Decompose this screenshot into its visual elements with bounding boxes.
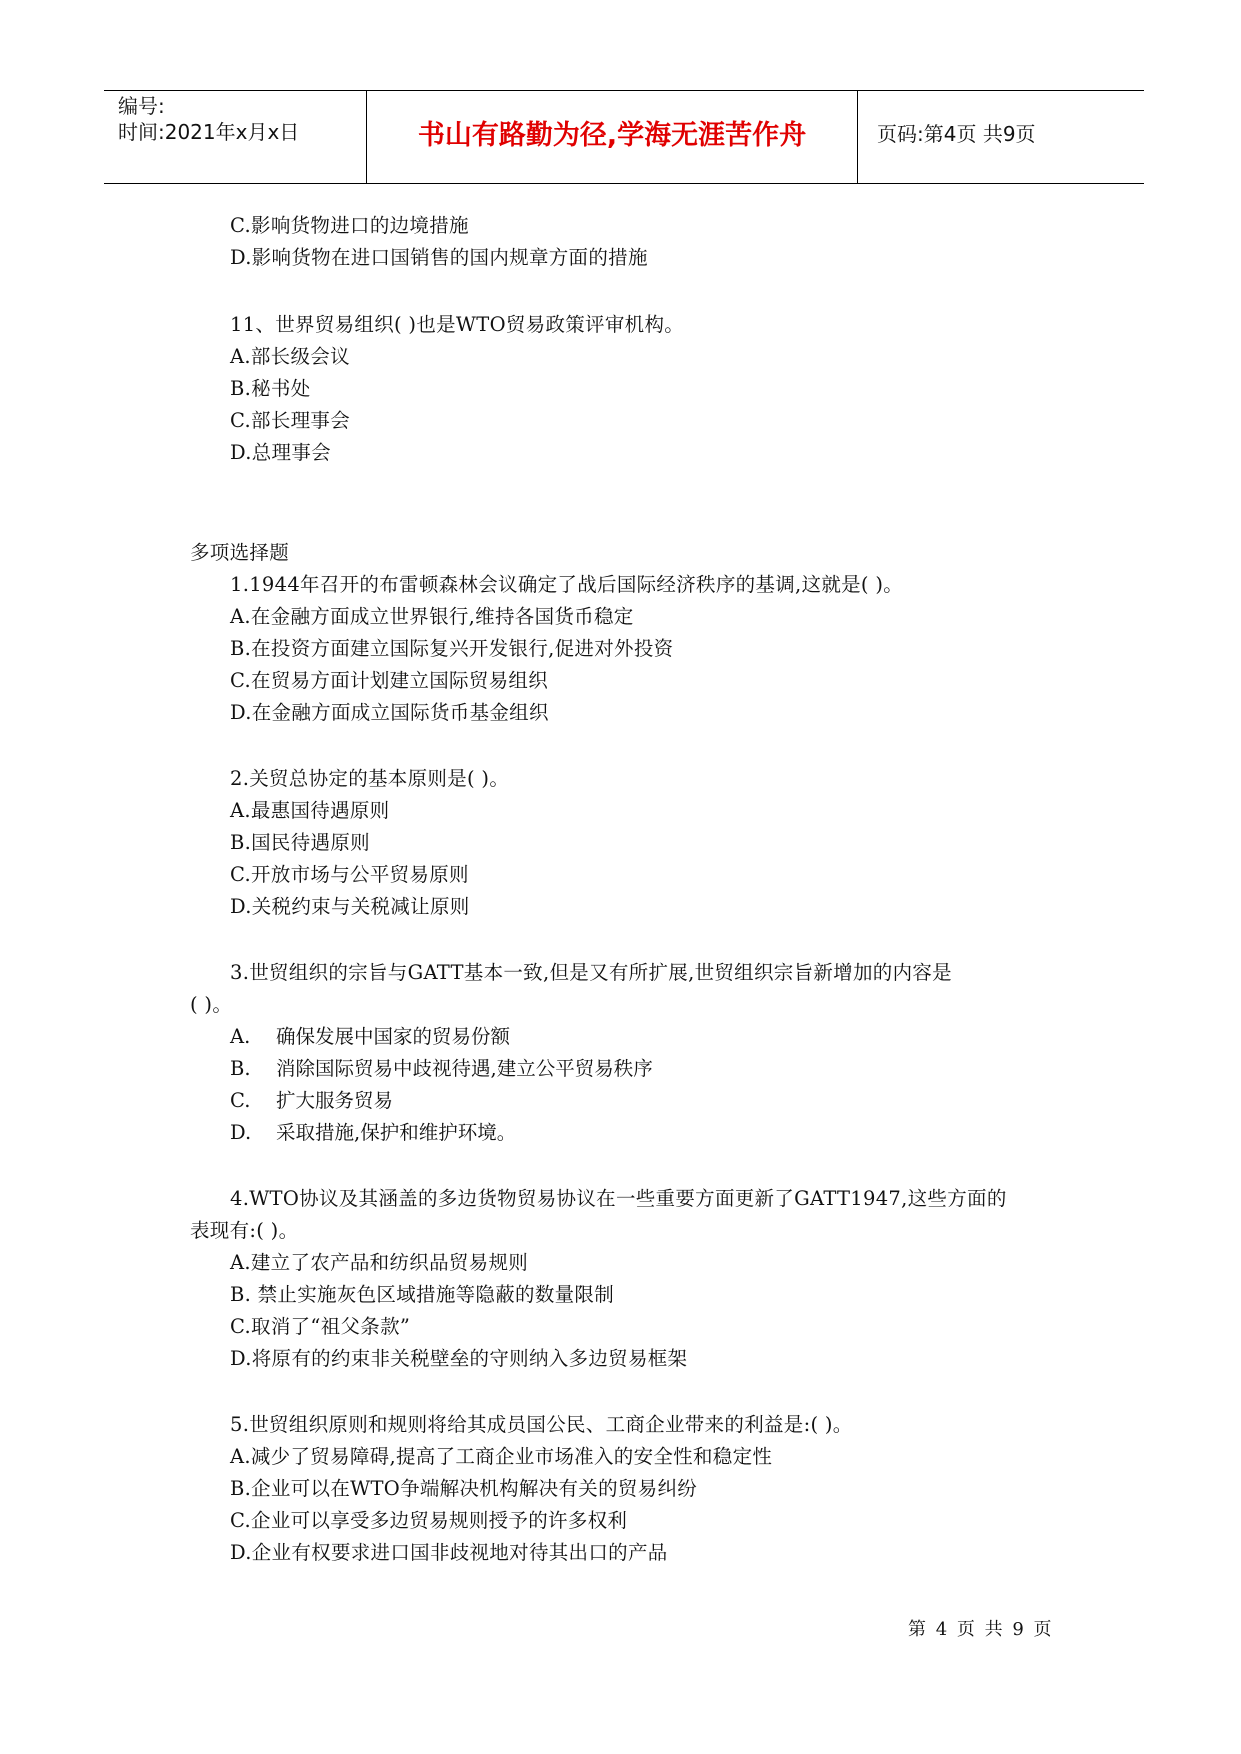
option-b: B.在投资方面建立国际复兴开发银行,促进对外投资 <box>230 637 674 660</box>
option-a: A.在金融方面成立世界银行,维持各国货币稳定 <box>230 605 634 628</box>
option-b: B.企业可以在WTO争端解决机构解决有关的贸易纠纷 <box>230 1477 698 1500</box>
option-c: C.开放市场与公平贸易原则 <box>230 863 469 886</box>
multi-question-3-text: 3.世贸组织的宗旨与GATT基本一致,但是又有所扩展,世贸组织宗旨新增加的内容是 <box>230 961 952 984</box>
option-d-letter: D. <box>230 1121 252 1144</box>
multi-question-4-text: 4.WTO协议及其涵盖的多边货物贸易协议在一些重要方面更新了GATT1947,这些方面的 <box>230 1187 1007 1210</box>
question-11-text: 11、世界贸易组织( )也是WTO贸易政策评审机构。 <box>230 313 685 336</box>
option-b-letter: B. <box>230 1057 251 1080</box>
header-info-cell <box>104 91 366 183</box>
option-d: D.将原有的约束非关税壁垒的守则纳入多边贸易框架 <box>230 1347 688 1370</box>
header-page-code: 页码:第4页 共9页 <box>877 122 1036 146</box>
multi-question-4-text-cont: 表现有:( )。 <box>190 1219 299 1242</box>
multi-question-1-text: 1.1944年召开的布雷顿森林会议确定了战后国际经济秩序的基调,这就是( )。 <box>230 573 904 596</box>
header-motto: 书山有路勤为径,学海无涯苦作舟 <box>417 120 807 151</box>
multi-question-2-text: 2.关贸总协定的基本原则是( )。 <box>230 767 510 790</box>
option-d: D.关税约束与关税减让原则 <box>230 895 470 918</box>
option-a-letter: A. <box>230 1025 251 1048</box>
multi-question-3-text-cont: ( )。 <box>190 993 233 1016</box>
doc-number-label: 编号: <box>118 94 165 118</box>
option-a: A.最惠国待遇原则 <box>230 799 390 822</box>
option-a: 确保发展中国家的贸易份额 <box>276 1025 511 1048</box>
multi-question-5-text: 5.世贸组织原则和规则将给其成员国公民、工商企业带来的利益是:( )。 <box>230 1413 853 1436</box>
option-c: C.取消了“祖父条款” <box>230 1315 411 1338</box>
option-b: B. 禁止实施灰色区域措施等隐蔽的数量限制 <box>230 1283 615 1306</box>
option-a: A.建立了农产品和纺织品贸易规则 <box>230 1251 529 1274</box>
header-page-cell <box>857 91 1144 183</box>
option-d: D.影响货物在进口国销售的国内规章方面的措施 <box>230 246 648 269</box>
option-b: B.国民待遇原则 <box>230 831 370 854</box>
page-footer: 第 4 页 共 9 页 <box>908 1619 1052 1640</box>
option-c: C.在贸易方面计划建立国际贸易组织 <box>230 669 549 692</box>
option-c: C.影响货物进口的边境措施 <box>230 214 469 237</box>
option-c: C.部长理事会 <box>230 409 351 432</box>
option-b: 消除国际贸易中歧视待遇,建立公平贸易秩序 <box>276 1057 653 1080</box>
option-c: C.企业可以享受多边贸易规则授予的许多权利 <box>230 1509 628 1532</box>
option-c-letter: C. <box>230 1089 251 1112</box>
section-title: 多项选择题 <box>190 541 290 564</box>
header-motto-cell <box>366 91 858 183</box>
option-b: B.秘书处 <box>230 377 311 400</box>
option-a: A.部长级会议 <box>230 345 350 368</box>
option-d: D.企业有权要求进口国非歧视地对待其出口的产品 <box>230 1541 668 1564</box>
doc-time-label: 时间:2021年x月x日 <box>118 120 300 144</box>
option-d: D.总理事会 <box>230 441 331 464</box>
option-c: 扩大服务贸易 <box>276 1089 394 1112</box>
page-header <box>104 90 1144 184</box>
option-d: 采取措施,保护和维护环境。 <box>276 1121 517 1144</box>
option-a: A.减少了贸易障碍,提高了工商企业市场准入的安全性和稳定性 <box>230 1445 773 1468</box>
option-d: D.在金融方面成立国际货币基金组织 <box>230 701 549 724</box>
